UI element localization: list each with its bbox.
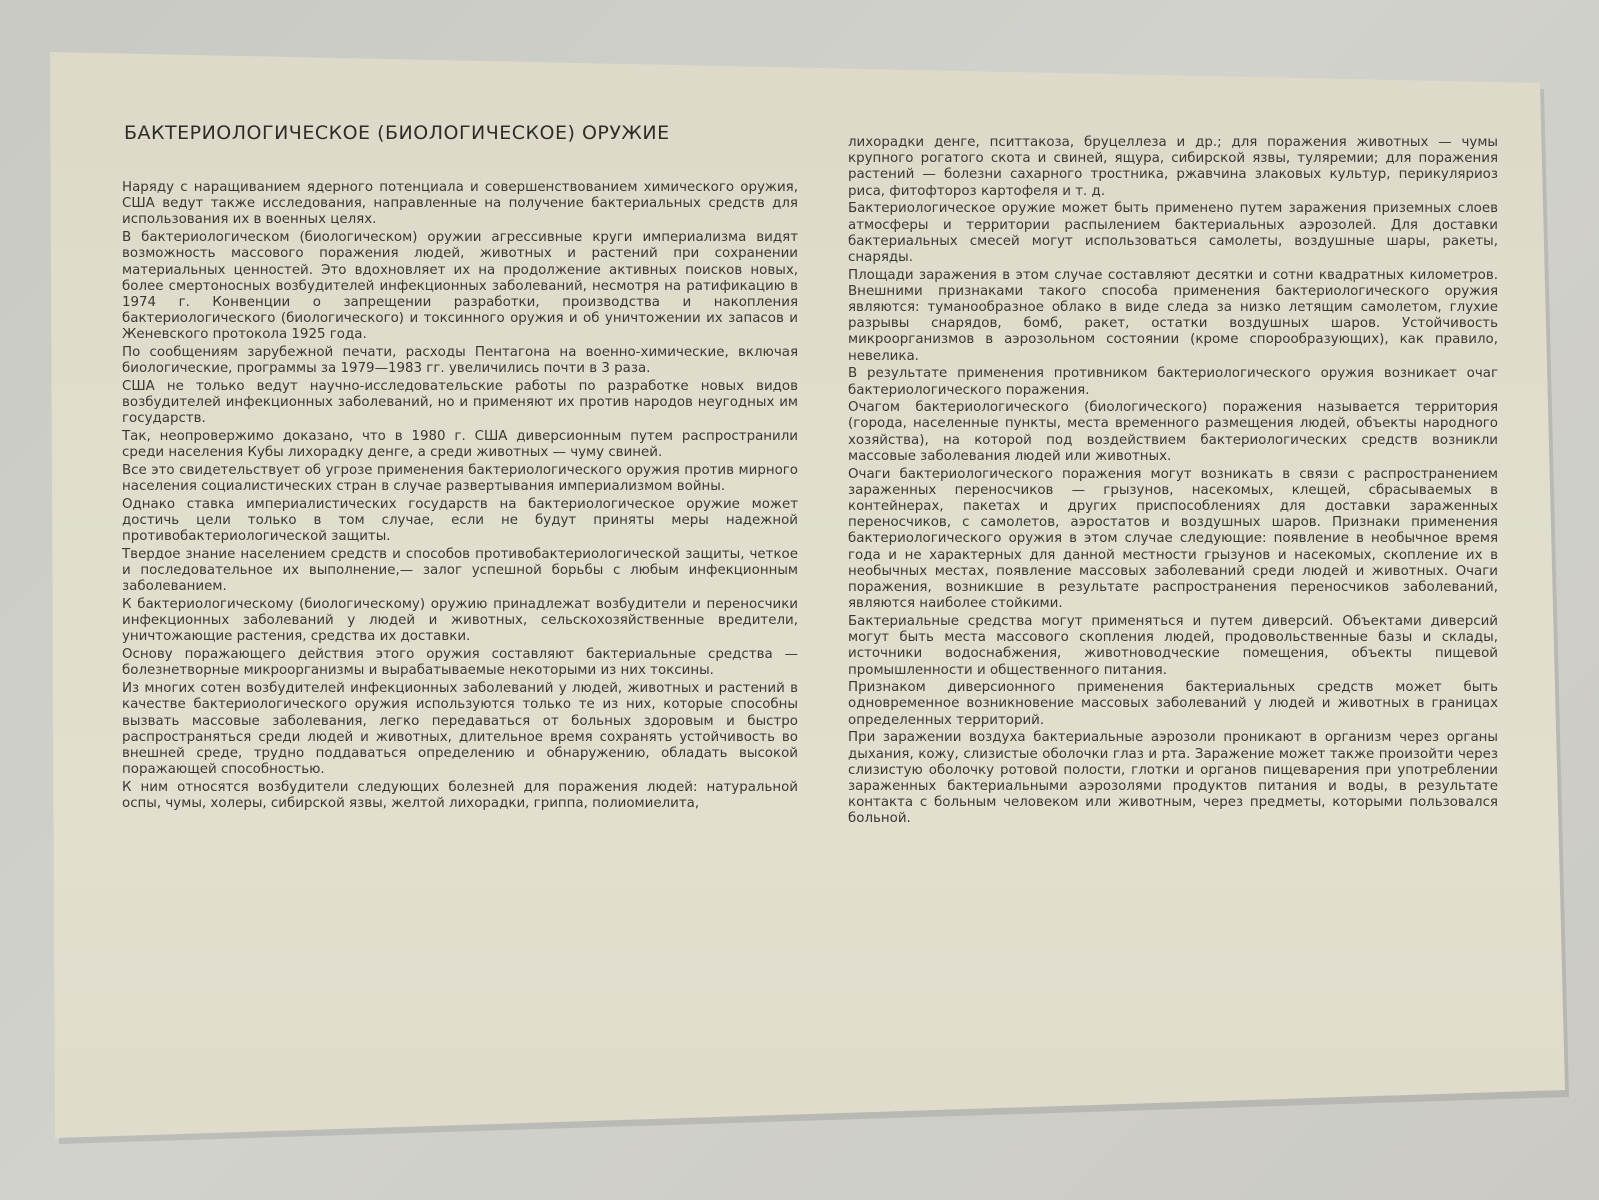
left-column [122,180,798,814]
paragraph: Бактериальные средства могут применяться и путем диверсий. Объектами диверсий могут быть места массового скопления людей, продовольственные базы и склады, источники водоснабжения, животноводческие помещения, объекты пищевой промышленности и общественного питания. [848,613,1498,678]
paragraph: Основу поражающего действия этого оружия составляют бактериальные средства — болезнетворные микроорганизмы и вырабатываемые некоторыми из них токсины. [122,647,798,679]
paragraph: К ним относятся возбудители следующих болезней для поражения людей: натуральной оспы, чумы, холеры, сибирской язвы, желтой лихорадки, гриппа, полиомиелита, [122,779,798,812]
right-column [848,135,1498,829]
document-title: БАКТЕРИОЛОГИЧЕСКОЕ (БИОЛОГИЧЕСКОЕ) ОРУЖИЕ [124,122,670,144]
paragraph: Однако ставка империалистических государств на бактериологическое оружие может достичь цели только в том случае, если не будут приняты меры надежной противобактериологической защиты. [122,496,798,545]
paragraph: По сообщениям зарубежной печати, расходы Пентагона на военно-химические, включая биологические, программы за 1979—1983 гг. увеличились почти в 3 раза. [122,345,798,377]
paragraph: При заражении воздуха бактериальные аэрозоли проникают в организм через органы дыхания, кожу, слизистые оболочки глаз и рта. Заражение может также произойти через слизистую оболочку ротовой полости, глотки и органов пищеварения при употреблении зараженных бактериальными аэрозолями продуктов питания и воды, в результате контакта с больным человеком или животным, через предметы, которыми пользовался больной. [848,730,1498,827]
paragraph: К бактериологическому (биологическому) оружию принадлежат возбудители и переносчики инфекционных заболеваний у людей и животных, сельскохозяйственные вредители, уничтожающие растения, средства их доставки. [122,597,798,645]
paragraph: Очагом бактериологического (биологического) поражения называется территория (города, населенные пункты, места временного размещения людей, объекты народного хозяйства), на которой под воздействием бактериологических средств возникли массовые заболевания людей или животных. [848,400,1498,464]
paragraph: Так, неопровержимо доказано, что в 1980 г. США диверсионным путем распространили среди населения Кубы лихорадку денге, а среди животных — чуму свиней. [122,429,798,461]
paragraph: Очаги бактериологического поражения могут возникать в связи с распространением зараженных переносчиков — грызунов, насекомых, клещей, сбрасываемых в контейнерах, пакетах и других приспособлениях для доставки зараженных переносчиков, с самолетов, аэростатов и воздушных шаров. Признаки применения бактериологического оружия в этом случае следующие: появление в необычное время года и не характерных для данной местности грызунов и насекомых, скопление их в необычных местах, появление массовых заболеваний среди людей и животных. Очаги поражения, возникшие в результате распространения переносчиков заболеваний, являются наиболее стойкими. [848,466,1498,612]
paragraph: Твердое знание населением средств и способов противобактериологической защиты, четкое и последовательное их выполнение,— залог успешной борьбы с любым инфекционным заболеванием. [122,546,798,595]
paragraph: Площади заражения в этом случае составляют десятки и сотни квадратных километров. Внешними признаками такого способа применения бактериологического оружия являются: туманообразное облако в виде следа за низко летящим самолетом, глухие разрывы снарядов, бомб, ракет, остатки воздушных шаров. Устойчивость микроорганизмов в аэрозольном состоянии (кроме спорообразующих), как правило, невелика. [848,267,1498,364]
paragraph: В бактериологическом (биологическом) оружии агрессивные круги империализма видят возможность массового поражения людей, животных и растений при сохранении материальных ценностей. Это вдохновляет их на продолжение активных поисков новых, более смертоносных возбудителей инфекционных заболеваний, несмотря на ратификацию в 1974 г. Конвенции о запрещении разработки, производства и накопления бактериологического (биологического) и токсинного оружия и об уничтожении их запасов и Женевского протокола 1925 года. [122,230,798,343]
paragraph: В результате применения противником бактериологического оружия возникает очаг бактериологического поражения. [848,366,1498,398]
paragraph: Наряду с наращиванием ядерного потенциала и совершенствованием химического оружия, США ведут также исследования, направленные на получение бактериальных средств для использования их в военных целях. [122,180,798,228]
paragraph: Все это свидетельствует об угрозе применения бактериологического оружия против мирного населения социалистических стран в случае развертывания империализмом войны. [122,462,798,495]
paragraph: Бактериологическое оружие может быть применено путем заражения приземных слоев атмосферы и территории распылением бактериальных аэрозолей. Для доставки бактериальных смесей могут использоваться самолеты, воздушные шары, ракеты, снаряды. [848,201,1498,265]
paragraph: Из многих сотен возбудителей инфекционных заболеваний у людей, животных и растений в качестве бактериологического оружия используются только те из них, которые способны вызвать массовые заболевания, легко передаваться от больных здоровым и быстро распространяться среди людей и животных, длительное время сохранять устойчивость во внешней среде, трудно поддаваться определению и обнаружению, обладать высокой поражающей способностью. [122,681,798,778]
paragraph: лихорадки денге, пситтакоза, бруцеллеза и др.; для поражения животных — чумы крупного рогатого скота и свиней, ящура, сибирской язвы, туляремии; для поражения растений — болезни сахарного тростника, ржавчина злаковых культур, перикуляриоз риса, фитофтороз картофеля и т. д. [848,135,1498,199]
paragraph: США не только ведут научно-исследовательские работы по разработке новых видов возбудителей инфекционных заболеваний, но и применяют их против народов неугодных им государств. [122,378,798,427]
paragraph: Признаком диверсионного применения бактериальных средств может быть одновременное возникновение массовых заболеваний у людей и животных в границах определенных территорий. [848,680,1498,728]
